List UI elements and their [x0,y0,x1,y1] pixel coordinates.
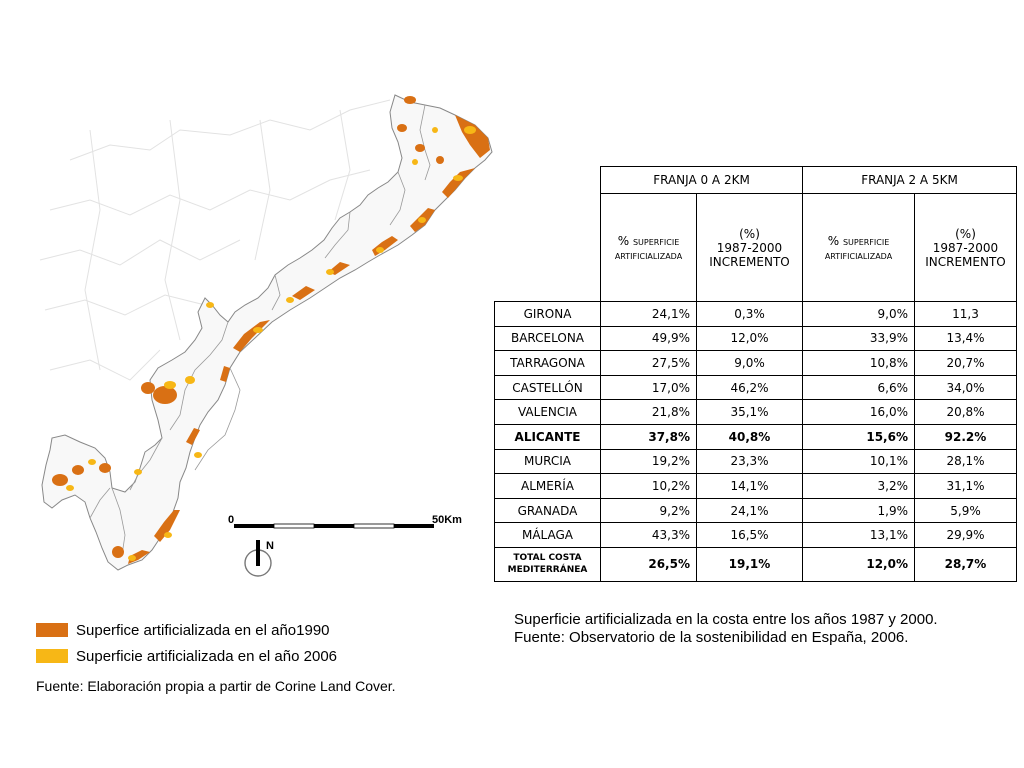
table-row [495,498,1017,523]
caption-line-1: Superficie artificializada en la costa entre los años 1987 y 2000. [514,611,938,628]
group-header-2-5km: FRANJA 2 A 5KM [803,167,1017,194]
legend-swatch-1990 [36,623,68,637]
row-name: TARRAGONA [495,351,601,376]
row-name: ALMERÍA [495,474,601,499]
row-name: CASTELLÓN [495,375,601,400]
scale-start-label: 0 [228,514,235,526]
table-caption [514,611,938,647]
row-pct-2-5: 10,1% [803,449,915,474]
total-name [495,547,601,581]
row-pct-0-2: 21,8% [601,400,697,425]
row-pct-0-2: 9,2% [601,498,697,523]
col-header-inc-0-2 [697,194,803,302]
row-inc-2-5: 92.2% [915,424,1017,449]
row-inc-0-2: 9,0% [697,351,803,376]
legend-swatch-2006 [36,649,68,663]
table-row [495,449,1017,474]
row-inc-2-5: 13,4% [915,326,1017,351]
row-pct-2-5: 9,0% [803,302,915,327]
row-name: GIRONA [495,302,601,327]
row-pct-2-5: 3,2% [803,474,915,499]
legend-label-2006: Superficie artificializada en el año 2006 [76,647,337,665]
row-inc-0-2: 0,3% [697,302,803,327]
row-name: GRANADA [495,498,601,523]
row-pct-2-5: 1,9% [803,498,915,523]
row-inc-0-2: 16,5% [697,523,803,548]
row-inc-0-2: 23,3% [697,449,803,474]
col-inc-line2: 1987-2000 [932,240,999,255]
col-pct-text: SUPERFICIE ARTIFICIALIZADA [614,237,683,261]
legend-item-2006 [36,643,337,669]
row-name: MURCIA [495,449,601,474]
table-corner-2 [495,194,601,302]
row-pct-0-2: 10,2% [601,474,697,499]
row-pct-0-2: 37,8% [601,424,697,449]
map-legend [36,617,337,669]
row-pct-2-5: 13,1% [803,523,915,548]
table-row [495,375,1017,400]
row-name: VALENCIA [495,400,601,425]
row-name: BARCELONA [495,326,601,351]
row-inc-0-2: 24,1% [697,498,803,523]
row-pct-0-2: 43,3% [601,523,697,548]
col-pct-symbol: % [617,233,633,248]
col-header-inc-2-5 [915,194,1017,302]
row-pct-0-2: 17,0% [601,375,697,400]
table-column-header-row [495,194,1017,302]
row-inc-2-5: 31,1% [915,474,1017,499]
row-inc-2-5: 34,0% [915,375,1017,400]
table-row [495,351,1017,376]
table-body [495,302,1017,548]
col-inc-line1: (%) [739,226,760,241]
coastal-map [30,90,500,600]
col-pct-text: SUPERFICIE ARTIFICIALIZADA [824,237,893,261]
table-row [495,400,1017,425]
row-inc-2-5: 20,7% [915,351,1017,376]
map-source: Fuente: Elaboración propia a partir de Corine Land Cover. [36,678,396,694]
row-inc-2-5: 29,9% [915,523,1017,548]
total-name-line1: TOTAL COSTA [513,553,582,564]
row-inc-0-2: 35,1% [697,400,803,425]
legend-item-1990 [36,617,337,643]
row-pct-0-2: 27,5% [601,351,697,376]
table-row [495,326,1017,351]
artificial-surface-table [494,166,1017,582]
row-inc-2-5: 28,1% [915,449,1017,474]
row-inc-0-2: 12,0% [697,326,803,351]
total-b: 19,1% [697,547,803,581]
row-pct-2-5: 16,0% [803,400,915,425]
col-inc-line3: INCREMENTO [925,254,1006,269]
row-pct-0-2: 24,1% [601,302,697,327]
row-pct-2-5: 10,8% [803,351,915,376]
table-row [495,302,1017,327]
scale-end-label: 50Km [432,514,462,526]
row-pct-2-5: 33,9% [803,326,915,351]
col-pct-symbol: % [827,233,843,248]
table-corner [495,167,601,194]
row-inc-0-2: 40,8% [697,424,803,449]
scale-bar [234,524,434,528]
total-name-line2: MEDITERRÁNEA [507,565,588,576]
col-header-pct-2-5 [803,194,915,302]
row-name: MÁLAGA [495,523,601,548]
total-d: 28,7% [915,547,1017,581]
row-inc-0-2: 14,1% [697,474,803,499]
row-pct-0-2: 19,2% [601,449,697,474]
table-total-row [495,547,1017,581]
row-inc-2-5: 20,8% [915,400,1017,425]
row-name: ALICANTE [495,424,601,449]
caption-line-2: Fuente: Observatorio de la sostenibilidad en España, 2006. [514,629,909,646]
col-inc-line3: INCREMENTO [709,254,790,269]
table-row [495,523,1017,548]
north-label: N [266,540,274,552]
group-header-0-2km: FRANJA 0 A 2KM [601,167,803,194]
total-a: 26,5% [601,547,697,581]
row-inc-2-5: 11,3 [915,302,1017,327]
row-inc-2-5: 5,9% [915,498,1017,523]
table-row [495,424,1017,449]
total-c: 12,0% [803,547,915,581]
table-group-header-row [495,167,1017,194]
col-inc-line1: (%) [955,226,976,241]
table-row [495,474,1017,499]
row-inc-0-2: 46,2% [697,375,803,400]
row-pct-0-2: 49,9% [601,326,697,351]
col-inc-line2: 1987-2000 [716,240,783,255]
col-header-pct-0-2 [601,194,697,302]
row-pct-2-5: 6,6% [803,375,915,400]
legend-label-1990: Superfice artificializada en el año1990 [76,621,330,639]
row-pct-2-5: 15,6% [803,424,915,449]
